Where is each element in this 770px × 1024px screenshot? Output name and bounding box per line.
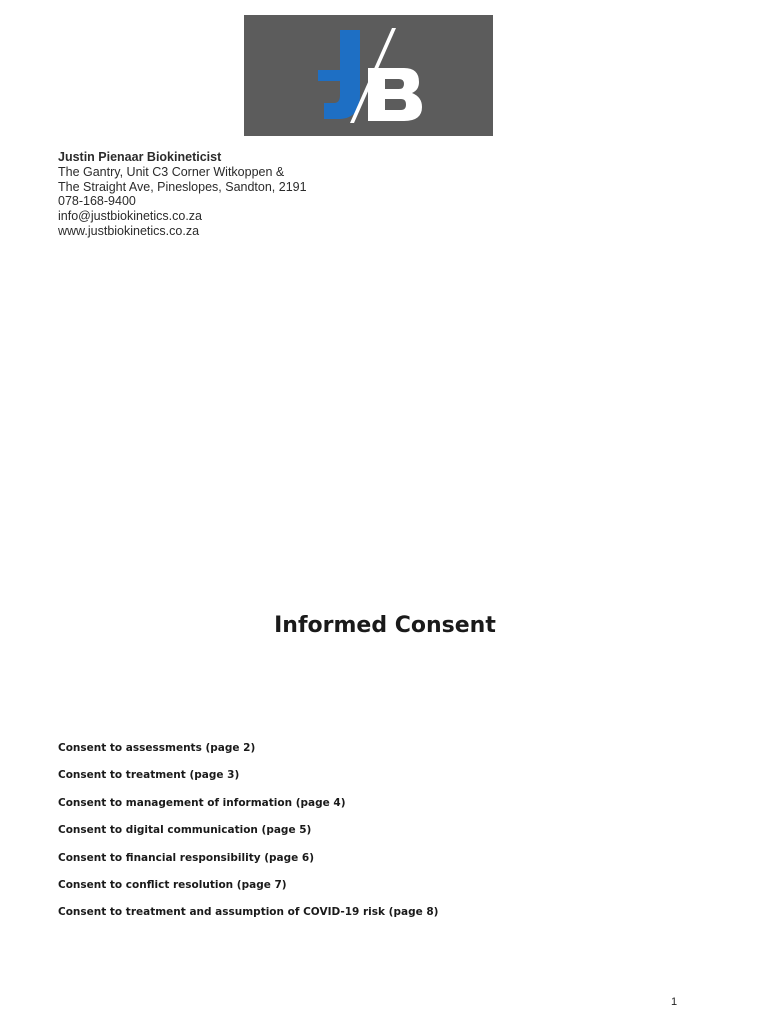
contact-block [58, 150, 307, 239]
toc-item-assessments: Consent to assessments (page 2) [58, 742, 256, 754]
toc-item-covid-risk: Consent to treatment and assumption of COVID-19 risk (page 8) [58, 906, 439, 919]
company-logo [244, 15, 493, 136]
address-line-2: The Straight Ave, Pineslopes, Sandton, 2191 [58, 179, 307, 194]
website-link[interactable]: www.justbiokinetics.co.za [58, 223, 200, 238]
document-title: Informed Consent [274, 613, 496, 638]
phone-number: 078-168-9400 [58, 194, 136, 209]
jb-logo-icon [244, 15, 493, 136]
address-line-1: The Gantry, Unit C3 Corner Witkoppen & [58, 164, 285, 179]
business-name: Justin Pienaar Biokineticist [58, 150, 222, 164]
toc-item-treatment: Consent to treatment (page 3) [58, 769, 240, 782]
toc-item-financial: Consent to financial responsibility (page 6) [58, 851, 315, 864]
page-number: 1 [671, 996, 678, 1008]
toc-item-conflict-resolution: Consent to conflict resolution (page 7) [58, 878, 287, 891]
toc-item-digital-communication: Consent to digital communication (page 5) [58, 824, 312, 837]
consent-contents-list [58, 740, 438, 932]
toc-item-information: Consent to management of information (page 4) [58, 796, 346, 809]
email-link[interactable]: info@justbiokinetics.co.za [58, 209, 203, 224]
